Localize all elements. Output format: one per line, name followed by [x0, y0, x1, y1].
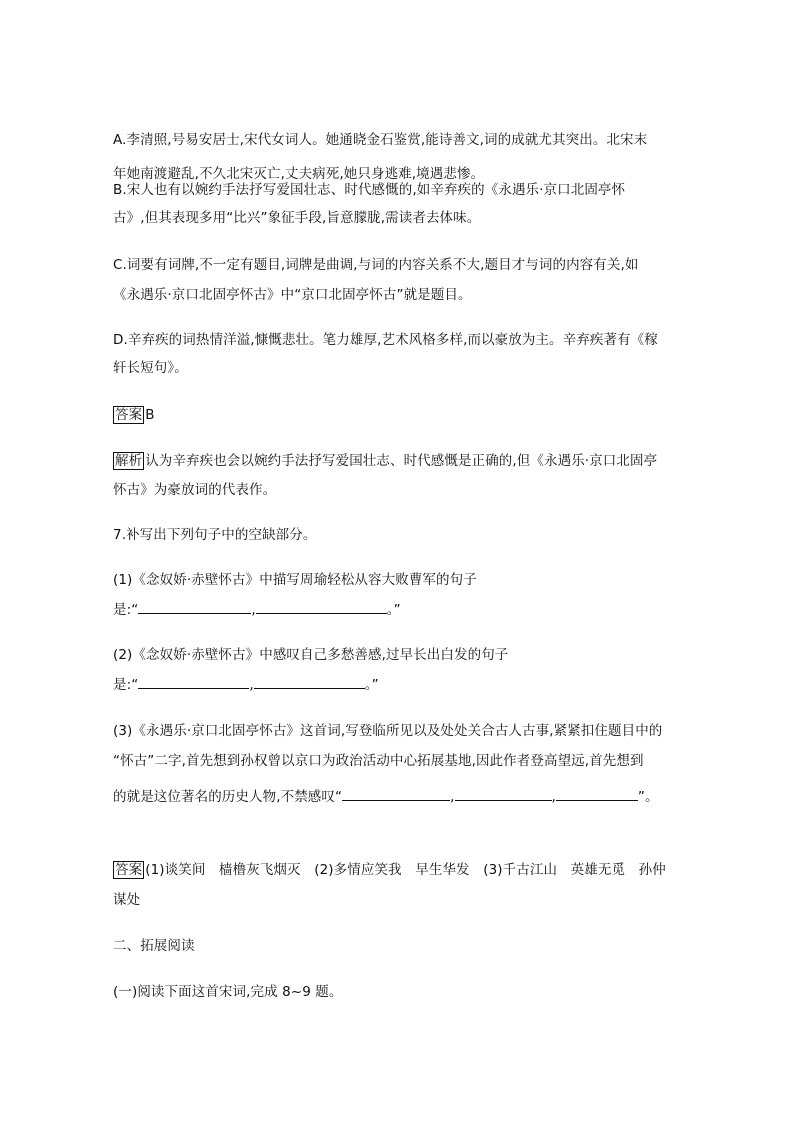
- answer-7-line-2: 谋处: [113, 892, 141, 908]
- prefix: 是:“: [113, 677, 139, 693]
- section-subheading: (一)阅读下面这首宋词,完成 8~9 题。: [113, 984, 343, 1000]
- text: 的就是这位著名的历史人物,不禁感叹“: [113, 789, 343, 805]
- option-b-line-1: B.宋人也有以婉约手法抒写爱国壮志、时代感慨的,如辛弃疾的《永遇乐·京口北固亭怀: [113, 182, 626, 198]
- prefix: 是:“: [113, 602, 139, 618]
- option-d-line-2: 轩长短句》。: [113, 360, 188, 376]
- analysis-6-line-2: 怀古》为豪放词的代表作。: [113, 482, 277, 498]
- analysis-6-line-1: [113, 452, 657, 470]
- answer-value: B: [145, 407, 155, 423]
- end-mark: 。”: [364, 677, 379, 693]
- section-heading: 二、拓展阅读: [113, 938, 195, 954]
- question-7-3-line-2: “怀古”二字,首先想到孙权曾以京口为政治活动中心拓展基地,因此作者登高望远,首先想到: [113, 753, 644, 769]
- blank-input[interactable]: [254, 676, 365, 689]
- separator: ,: [551, 789, 556, 805]
- option-c-line-1: C.词要有词牌,不一定有题目,词牌是曲调,与词的内容关系不大,题目才与词的内容有关,如: [113, 257, 639, 273]
- blank-input[interactable]: [138, 601, 251, 614]
- blank-input[interactable]: [556, 788, 638, 801]
- answer-7-line-1: [113, 861, 666, 879]
- answer-tag: 答案: [115, 862, 143, 878]
- option-a-line-1: A.李清照,号易安居士,宋代女词人。她通晓金石鉴赏,能诗善文,词的成就尤其突出。北宋末: [113, 132, 648, 148]
- question-7-3-line-3: [113, 788, 659, 806]
- option-a-line-2: 年她南渡避乱,不久北宋灭亡,丈夫病死,她只身逃难,境遇悲惨。: [113, 166, 485, 182]
- question-7-1-line-1: (1)《念奴娇·赤壁怀古》中描写周瑜轻松从容大败曹军的句子: [113, 572, 477, 588]
- question-7-3-line-1: (3)《永遇乐·京口北固亭怀古》这首词,写登临所见以及处处关合古人古事,紧紧扣住题目中的: [113, 723, 663, 739]
- blank-input[interactable]: [455, 788, 552, 801]
- option-d-line-1: D.辛弃疾的词热情洋溢,慷慨悲壮。笔力雄厚,艺术风格多样,而以豪放为主。辛弃疾著有《稼: [113, 332, 658, 348]
- end-mark: ”。: [637, 789, 659, 805]
- answer-6: [113, 406, 155, 424]
- blank-input[interactable]: [342, 788, 450, 801]
- option-b-line-2: 古》,但其表现多用“比兴”象征手段,旨意朦胧,需读者去体味。: [113, 210, 481, 226]
- option-c-line-2: 《永遇乐·京口北固亭怀古》中“京口北固亭怀古”就是题目。: [113, 287, 472, 303]
- question-7-title: 7.补写出下列句子中的空缺部分。: [113, 527, 317, 543]
- blank-input[interactable]: [138, 676, 249, 689]
- question-7-1-line-2: [113, 601, 401, 619]
- question-7-2-line-2: [113, 676, 379, 694]
- end-mark: 。”: [386, 602, 401, 618]
- separator: ,: [251, 602, 256, 618]
- answer-tag: 答案: [115, 407, 143, 423]
- question-7-2-line-1: (2)《念奴娇·赤壁怀古》中感叹自己多愁善感,过早长出白发的句子: [113, 647, 509, 663]
- separator: ,: [249, 677, 254, 693]
- separator: ,: [450, 789, 455, 805]
- blank-input[interactable]: [256, 601, 387, 614]
- analysis-text-1: 认为辛弃疾也会以婉约手法抒写爱国壮志、时代感慨是正确的,但《永遇乐·京口北固亭: [145, 453, 658, 469]
- analysis-tag: 解析: [115, 453, 143, 469]
- answer-text-1: (1)谈笑间 樯橹灰飞烟灭 (2)多情应笑我 早生华发 (3)千古江山 英雄无觅 孙仲: [145, 862, 666, 878]
